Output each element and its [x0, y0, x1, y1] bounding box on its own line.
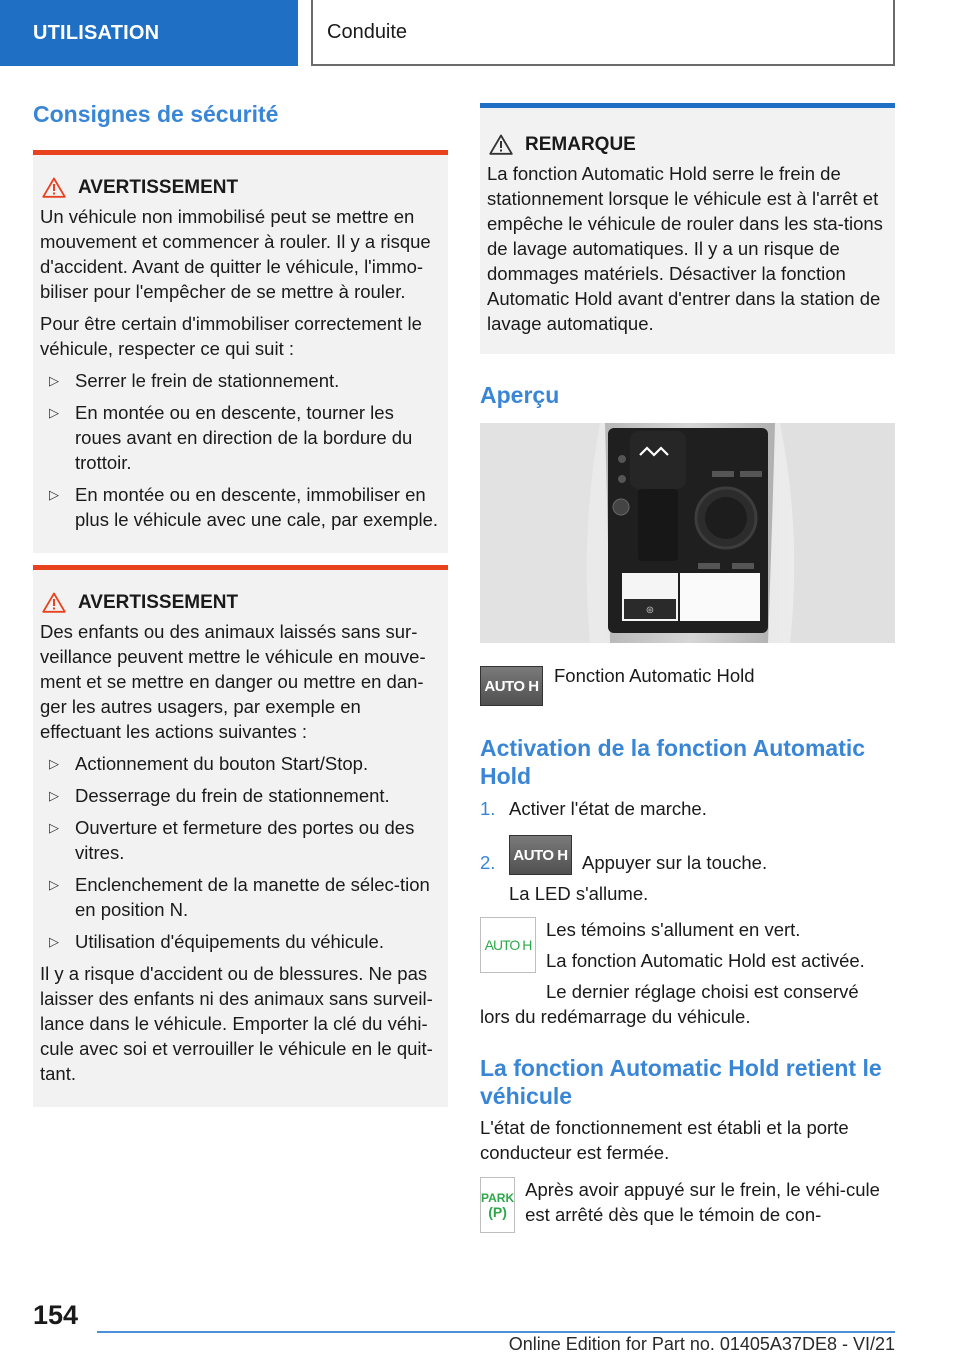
indicator-text: Le dernier réglage choisi est conservé [546, 981, 859, 1002]
led-text: La LED s'allume. [509, 883, 649, 904]
warning-list [40, 751, 440, 954]
warning-text: Un véhicule non immobilisé peut se mettre en mouvement et commencer à rouler. Il y a risque d'accident. Avant de quitter le véhicule, l'immo-biliser pour l'empêcher de se mettre à rouler. [40, 206, 431, 302]
bullet-triangle-icon: ▷ [49, 788, 59, 803]
list-item: ▷ En montée ou en descente, tourner les roues avant en direction de la bordure du trottoir. [49, 402, 413, 473]
note-title: REMARQUE [525, 134, 636, 155]
left-column [33, 100, 448, 1107]
list-item: ▷ Ouverture et fermeture des portes ou des vitres. [49, 817, 415, 863]
list-item: ▷ Actionnement du bouton Start/Stop. [49, 753, 369, 774]
note-box [480, 103, 895, 354]
bullet-triangle-icon: ▷ [49, 487, 59, 502]
retient-heading: La fonction Automatic Hold retient le véhicule [480, 1055, 882, 1109]
bullet-triangle-icon: ▷ [49, 877, 59, 892]
bullet-triangle-icon: ▷ [49, 756, 59, 771]
list-item: ▷ En montée ou en descente, immobiliser en plus le véhicule avec une cale, par exemple. [49, 484, 439, 530]
safety-heading: Consignes de sécurité [33, 101, 279, 127]
list-item: ▷ Utilisation d'équipements du véhicule. [49, 931, 384, 952]
warning-list [40, 368, 440, 532]
note-triangle-icon [489, 134, 513, 155]
svg-text:⊛: ⊛ [645, 605, 655, 616]
list-item: ▷ Serrer le frein de stationnement. [49, 370, 340, 391]
warning-text: Il y a risque d'accident ou de blessures. Ne pas laisser des enfants ni des animaux sans surveil-lance dans le véhicule. Emporter la clé du véhi-cule avec soi et verrouiller le véhicule en le quit-tant. [40, 963, 433, 1084]
warning-box-2 [33, 565, 448, 1107]
warning-title: AVERTISSEMENT [78, 592, 239, 613]
chapter-tab: Conduite [311, 0, 895, 66]
note-text: La fonction Automatic Hold serre le frein de stationnement lorsque le véhicule est à l'arrêt et empêche le véhicule de rouler dans les sta-tions de lavage automatiques. Il y a un risque de dommages matériels. Désactiver la fonction Automatic Hold avant d'entrer dans la station de lavage automatique. [487, 163, 883, 334]
bullet-triangle-icon: ▷ [49, 820, 59, 835]
section-tab: UTILISATION [0, 0, 298, 66]
bullet-triangle-icon: ▷ [49, 405, 59, 420]
auto-hold-indicator-icon: AUTO H [480, 917, 536, 973]
indicator-text: Les témoins s'allument en vert. [546, 919, 801, 940]
warning-title: AVERTISSEMENT [78, 177, 239, 198]
warning-box-1 [33, 150, 448, 553]
activation-heading: Activation de la fonction Automatic Hold [480, 735, 866, 789]
page-number: 154 [33, 1300, 79, 1330]
park-text: Après avoir appuyé sur le frein, le véhi-cule est arrêté dès que le témoin de con- [525, 1179, 880, 1225]
edition-text: Online Edition for Part no. 01405A37DE8 - VI/21 [508, 1334, 895, 1354]
park-indicator-icon: PARK (P) [480, 1177, 515, 1233]
list-item: ▷ Desserrage du frein de stationnement. [49, 785, 390, 806]
right-column [480, 103, 895, 1233]
list-item: ▷ Enclenchement de la manette de sélec-tion en position N. [49, 874, 430, 920]
warning-text: Des enfants ou des animaux laissés sans sur-veillance peuvent mettre le véhicule en mouve-ment et se mettre en danger ou mettre en dan-ger les autres usagers, par exemple en effectuant les actions suivantes : [40, 621, 426, 742]
activation-steps [480, 796, 895, 875]
warning-text: Pour être certain d'immobiliser correctement le véhicule, respecter ce qui suit : [40, 313, 422, 359]
auto-hold-button-image: AUTO H [480, 666, 543, 706]
warning-triangle-icon [42, 592, 66, 613]
indicator-text: La fonction Automatic Hold est activée. [546, 950, 865, 971]
button-caption: Fonction Automatic Hold [554, 665, 755, 686]
apercu-heading: Aperçu [480, 382, 560, 408]
bullet-triangle-icon: ▷ [49, 934, 59, 949]
bullet-triangle-icon: ▷ [49, 373, 59, 388]
retient-text: L'état de fonctionnement est établi et la porte conducteur est fermée. [480, 1117, 849, 1163]
warning-triangle-icon [42, 177, 66, 198]
list-item: 1. Activer l'état de marche. [480, 798, 707, 819]
page-header [0, 0, 960, 66]
footer-divider [97, 1331, 895, 1333]
console-illustration [480, 423, 895, 643]
list-item: 2. AUTO H Appuyer sur la touche. [480, 835, 895, 875]
auto-hold-button-image: AUTO H [509, 835, 572, 875]
center-console-image [480, 423, 895, 643]
indicator-tail-text: lors du redémarrage du véhicule. [480, 1006, 751, 1027]
